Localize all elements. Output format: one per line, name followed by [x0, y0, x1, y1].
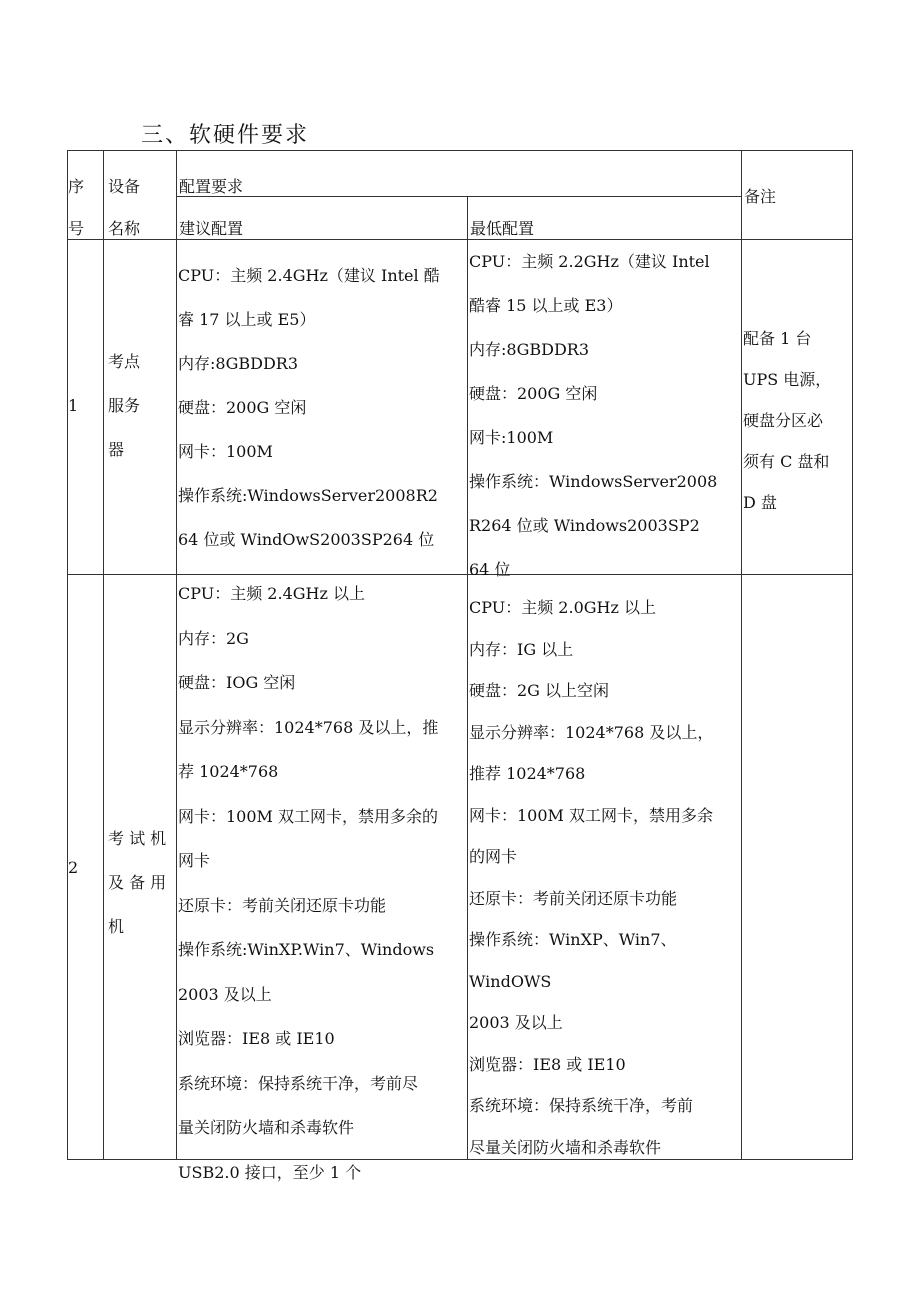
header-seq-1: 序 [68, 177, 85, 196]
config-line: 还原卡：考前关闭还原卡功能 [469, 888, 678, 908]
requirements-table [67, 150, 853, 1182]
table-border-left [67, 150, 68, 1160]
config-line: 睿 17 以上或 E5） [178, 310, 316, 329]
row2-device-line: 机 [108, 917, 125, 936]
row2-minimum [469, 587, 740, 1168]
config-line: 硬盘：IOG 空闲 [178, 673, 296, 692]
config-line: 酷睿 15 以上或 E3） [469, 296, 623, 315]
config-line: 浏览器：IE8 或 IE10 [469, 1054, 626, 1074]
header-device-1: 设备 [108, 177, 141, 196]
config-line: 操作系统:WinXP.Win7、Windows [178, 940, 435, 959]
note-line: D 盘 [743, 493, 777, 512]
table-border-top [67, 150, 853, 151]
config-line: 操作系统:WindowsServer2008R2 [178, 486, 438, 505]
config-line: 还原卡：考前关闭还原卡功能 [178, 895, 387, 915]
note-line: 配备 1 台 [743, 329, 812, 348]
col-divider-note [741, 150, 742, 1160]
note-line: UPS 电源， [743, 370, 832, 389]
config-line: 网卡：100M 双工网卡，禁用多余的 [178, 806, 439, 826]
config-line: 浏览器：IE8 或 IE10 [178, 1029, 335, 1048]
row2-recommended-clip [177, 575, 467, 1182]
row1-recommended [178, 254, 466, 562]
config-line: 2003 及以上 [469, 1013, 563, 1032]
config-line: R264 位或 Windows2003SP2 [469, 516, 700, 535]
config-line: CPU：主频 2.0GHz 以上 [469, 598, 656, 617]
row2-device [108, 817, 166, 949]
config-line: 尽量关闭防火墙和杀毒软件 [469, 1137, 662, 1157]
config-line: 硬盘：200G 空闲 [178, 398, 307, 417]
config-line: 显示分辨率：1024*768 及以上， [469, 722, 714, 742]
row2-minimum-clip [468, 575, 741, 1159]
config-line: 荐 1024*768 [178, 762, 279, 781]
table-border-right [852, 150, 853, 1160]
config-line: 网卡:100M [469, 428, 554, 447]
config-line: 系统环境：保持系统干净，考前 [469, 1096, 694, 1115]
config-line: 内存：2G [178, 628, 249, 648]
config-divider-line [176, 196, 742, 197]
config-line: CPU：主频 2.2GHz（建议 Intel [469, 252, 710, 271]
row1-device-line: 考点 [108, 352, 141, 371]
config-line: 硬盘：200G 空闲 [469, 384, 598, 403]
row1-minimum [469, 240, 740, 592]
note-line: 硬盘分区必 [743, 411, 824, 430]
config-line: 64 位或 WindOwS2003SP264 位 [178, 530, 435, 549]
config-line: 内存：IG 以上 [469, 639, 574, 659]
row1-device-line: 器 [108, 440, 125, 459]
config-line: 网卡：100M 双工网卡，禁用多余 [469, 805, 714, 825]
header-recommended: 建议配置 [179, 219, 244, 238]
config-line: 显示分辨率：1024*768 及以上，推 [178, 717, 439, 737]
config-line: 量关闭防火墙和杀毒软件 [178, 1118, 355, 1137]
config-line: 网卡：100M [178, 442, 273, 461]
config-line: CPU：主频 2.4GHz 以上 [178, 584, 365, 603]
config-line: 的网卡 [469, 847, 518, 866]
header-note: 备注 [744, 187, 777, 206]
config-line: 操作系统：WindowsServer2008 [469, 472, 718, 491]
row1-device [108, 340, 140, 472]
config-line: 硬盘：2G 以上空闲 [469, 681, 610, 700]
row1-note [743, 318, 851, 523]
config-line: USB2.0 接口，至少 1 个 [178, 1162, 362, 1182]
config-line: 64 位 [469, 560, 511, 579]
row1-number: 1 [68, 396, 79, 415]
col-divider-seq [103, 150, 104, 1160]
config-line: WindOWS [469, 971, 552, 991]
header-device-2: 名称 [108, 219, 141, 238]
section-title: 三、软硬件要求 [141, 123, 310, 148]
config-line: 系统环境：保持系统干净，考前尽 [178, 1073, 419, 1093]
config-line: 操作系统：WinXP、Win7、 [469, 930, 677, 949]
row1-device-line: 服务 [108, 396, 141, 415]
config-line: 网卡 [178, 851, 211, 870]
row2-recommended [178, 572, 466, 1195]
row2-device-line: 考 试 机 [108, 829, 167, 848]
header-minimum: 最低配置 [470, 219, 535, 238]
note-line: 须有 C 盘和 [743, 452, 830, 471]
config-line: 2003 及以上 [178, 984, 272, 1004]
header-seq-2: 号 [68, 219, 85, 238]
config-line: 内存:8GBDDR3 [178, 354, 298, 373]
config-line: 推荐 1024*768 [469, 764, 586, 783]
config-line: CPU：主频 2.4GHz（建议 Intel 酷 [178, 266, 440, 285]
row2-number: 2 [68, 858, 79, 877]
row2-device-line: 及 备 用 [108, 873, 167, 892]
config-line: 内存:8GBDDR3 [469, 340, 589, 359]
header-config: 配置要求 [179, 177, 244, 196]
